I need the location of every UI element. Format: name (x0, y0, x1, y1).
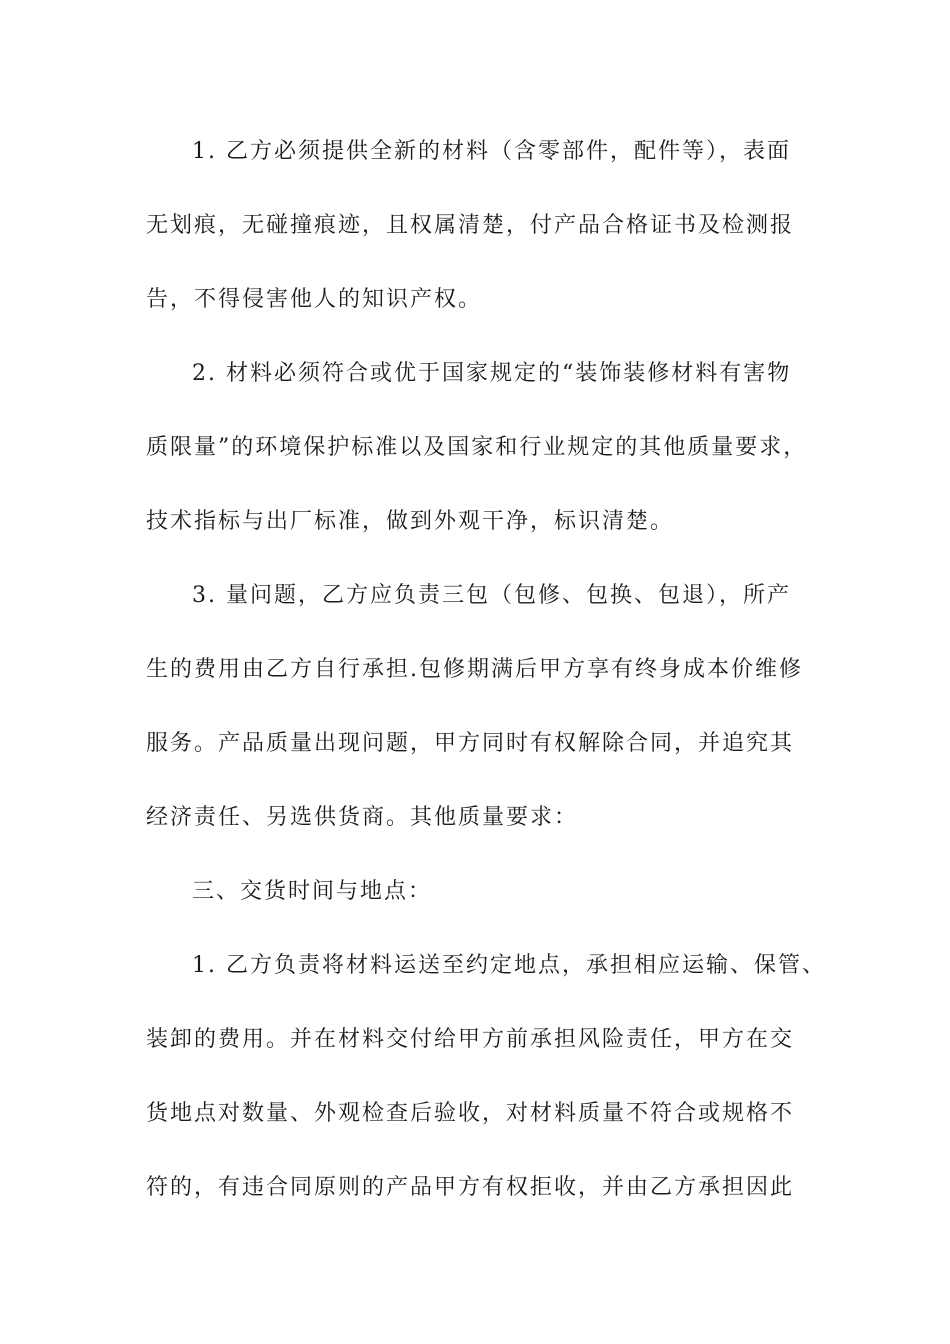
delivery-clause-1-line-3: 货地点对数量、外观检查后验收，对材料质量不符合或规格不 (146, 1101, 795, 1126)
clause-3-line-3: 服务。产品质量出现问题，甲方同时有权解除合同，并追究其 (146, 731, 795, 756)
clause-3-line-2: 生的费用由乙方自行承担.包修期满后甲方享有终身成本价维修 (146, 657, 803, 682)
clause-2-line-3: 技术指标与出厂标准，做到外观干净，标识清楚。 (146, 509, 675, 534)
delivery-clause-1-line-4: 符的，有违合同原则的产品甲方有权拒收，并由乙方承担因此 (146, 1175, 795, 1200)
clause-1-line-3: 告，不得侵害他人的知识产权。 (146, 287, 483, 312)
clause-2-line-1: 2. 材料必须符合或优于国家规定的“装饰装修材料有害物 (192, 361, 792, 386)
clause-2-line-2: 质限量”的环境保护标准以及国家和行业规定的其他质量要求， (146, 435, 808, 460)
delivery-clause-1-line-2: 装卸的费用。并在材料交付给甲方前承担风险责任，甲方在交 (146, 1027, 795, 1052)
clause-1-line-2: 无划痕，无碰撞痕迹，且权属清楚，付产品合格证书及检测报 (146, 213, 795, 238)
clause-3-line-4: 经济责任、另选供货商。其他质量要求： (146, 805, 579, 830)
section-3-heading: 三、交货时间与地点： (192, 879, 433, 904)
clause-1-line-1: 1. 乙方必须提供全新的材料（含零部件，配件等），表面 (192, 139, 791, 164)
clause-3-line-1: 3. 量问题，乙方应负责三包（包修、包换、包退），所产 (192, 583, 791, 608)
delivery-clause-1-line-1: 1. 乙方负责将材料运送至约定地点，承担相应运输、保管、 (192, 953, 826, 978)
